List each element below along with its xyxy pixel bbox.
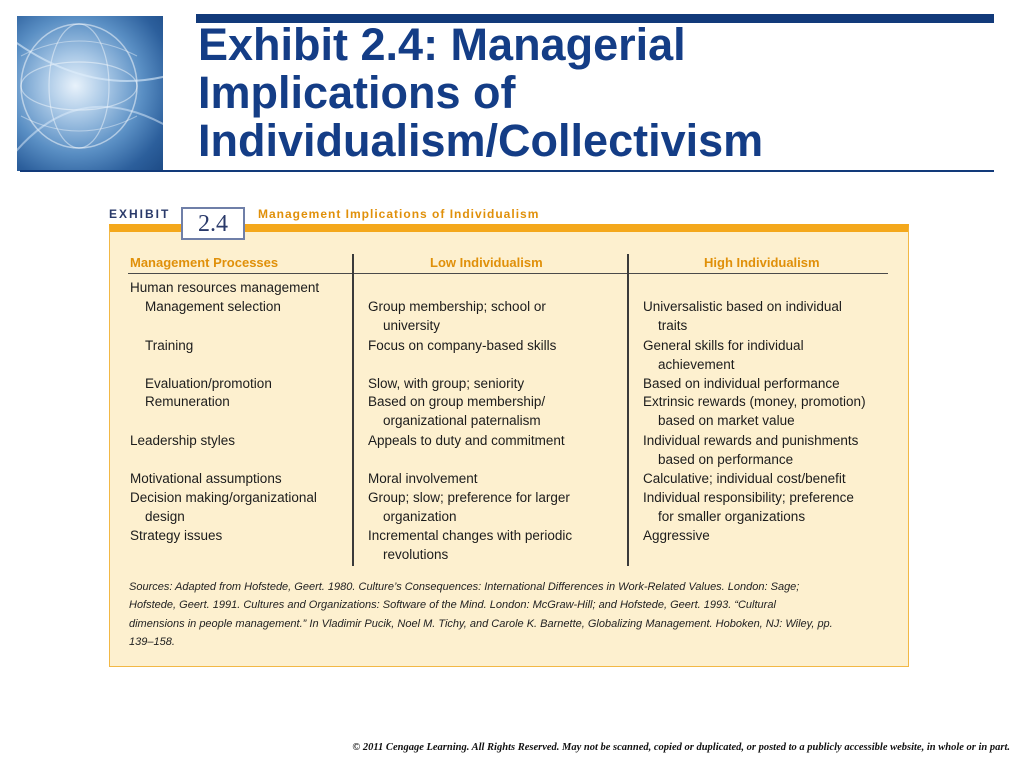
sources-line: dimensions in people management.” In Vladimir Pucik, Noel M. Tichy, and Carole K. Barnette, Globalizing Management. Hoboken, NJ: Wiley, pp. <box>129 617 833 630</box>
low-individualism-cell: Appeals to duty and commitment <box>368 433 565 448</box>
exhibit-number-box: 2.4 <box>181 207 245 240</box>
low-individualism-cell: Group membership; school or university <box>368 299 546 334</box>
process-cell: Human resources management <box>130 280 320 295</box>
low-individualism-cell: Group; slow; preference for larger organization <box>368 490 570 525</box>
process-cell: Motivational assumptions <box>130 471 282 486</box>
header-rule <box>128 273 888 274</box>
column-header-low-individualism: Low Individualism <box>430 255 543 270</box>
process-cell: Strategy issues <box>130 528 223 543</box>
column-header-high-individualism: High Individualism <box>704 255 820 270</box>
high-individualism-cell: Individual rewards and punishments based on performance <box>643 433 859 468</box>
sources-line: Hofstede, Geert. 1991. Cultures and Organizations: Software of the Mind. London: McGraw-Hill; and Hofstede, Geert. 1993. “Cultural <box>129 599 776 612</box>
process-cell: Evaluation/promotion <box>145 376 272 391</box>
low-individualism-cell: Incremental changes with periodic revolutions <box>368 528 573 563</box>
column-divider <box>352 254 354 566</box>
exhibit-heading: Management Implications of Individualism <box>258 207 540 221</box>
copyright-notice: © 2011 Cengage Learning. All Rights Reserved. May not be scanned, copied or duplicated, or posted to a publicly accessible website, in whole or in part. <box>352 742 1010 753</box>
exhibit-label: EXHIBIT <box>109 207 171 221</box>
sources-line: 139–158. <box>129 635 175 648</box>
process-cell: Management selection <box>145 299 281 314</box>
process-cell: Remuneration <box>145 394 230 409</box>
high-individualism-cell: Calculative; individual cost/benefit <box>643 471 846 486</box>
title-divider <box>20 170 994 172</box>
sources-line: Sources: Adapted from Hofstede, Geert. 1980. Culture’s Consequences: International Differences in Work-Related Values. London: Sage; <box>129 581 800 593</box>
high-individualism-cell: Extrinsic rewards (money, promotion) based on market value <box>643 394 866 429</box>
high-individualism-cell: Individual responsibility; preference for smaller organizations <box>643 490 854 525</box>
process-cell: Decision making/organizational design <box>130 490 317 525</box>
sources-note <box>129 578 894 651</box>
slide-title <box>198 21 978 165</box>
column-divider <box>627 254 629 566</box>
low-individualism-cell: Slow, with group; seniority <box>368 376 525 391</box>
process-cell: Training <box>145 338 194 353</box>
high-individualism-cell: Aggressive <box>643 528 710 543</box>
high-individualism-cell: Universalistic based on individual traits <box>643 299 842 334</box>
slide-title-line: Implications of <box>198 67 516 118</box>
process-cell: Leadership styles <box>130 433 236 448</box>
high-individualism-cell: General skills for individual achievement <box>643 338 804 373</box>
globe-logo-image <box>17 16 163 171</box>
low-individualism-cell: Based on group membership/ organizational paternalism <box>368 394 546 429</box>
slide-title-line: Individualism/Collectivism <box>198 115 764 166</box>
high-individualism-cell: Based on individual performance <box>643 376 840 391</box>
column-header-processes: Management Processes <box>130 255 279 270</box>
slide-title-line: Exhibit 2.4: Managerial <box>198 19 686 70</box>
low-individualism-cell: Moral involvement <box>368 471 478 486</box>
low-individualism-cell: Focus on company-based skills <box>368 338 557 353</box>
